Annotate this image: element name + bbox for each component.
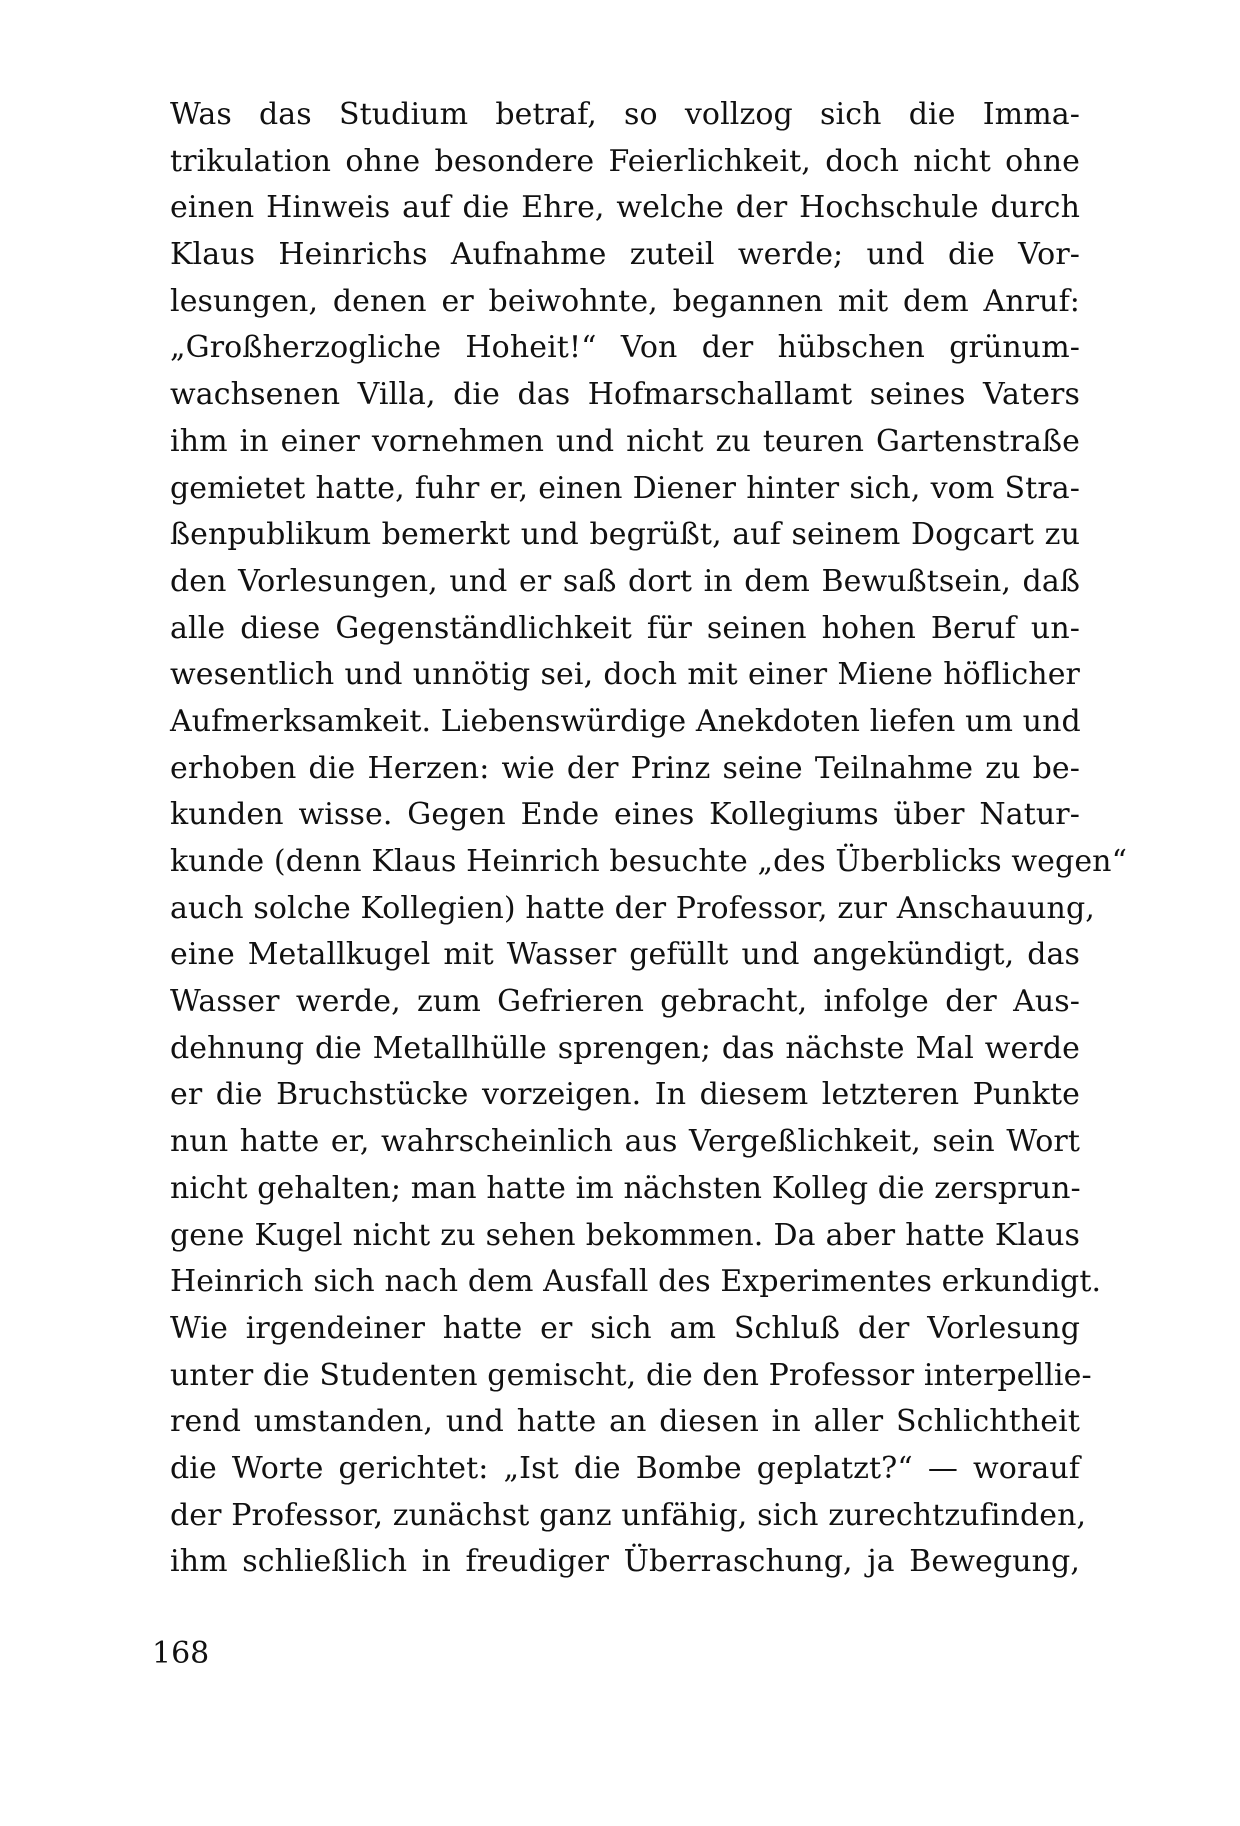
text-line: einen Hinweis auf die Ehre, welche der Hochschule durch <box>170 190 1080 226</box>
text-line: ihm schließlich in freudiger Überraschung, ja Bewegung, <box>170 1544 1080 1580</box>
text-line: nun hatte er, wahrscheinlich aus Vergeßlichkeit, sein Wort <box>170 1124 1080 1160</box>
text-line: „Großherzogliche Hoheit!“ Von der hübschen grünum- <box>170 330 1080 366</box>
text-line: rend umstanden, und hatte an diesen in aller Schlichtheit <box>170 1404 1080 1440</box>
text-line: erhoben die Herzen: wie der Prinz seine Teilnahme zu be- <box>170 750 1080 786</box>
text-line: die Worte gerichtet: „Ist die Bombe geplatzt?“ — worauf <box>170 1450 1080 1486</box>
text-line: ßenpublikum bemerkt und begrüßt, auf seinem Dogcart zu <box>170 517 1080 553</box>
text-line: auch solche Kollegien) hatte der Professor, zur Anschauung, <box>170 890 1095 926</box>
text-line: gene Kugel nicht zu sehen bekommen. Da aber hatte Klaus <box>170 1217 1080 1253</box>
text-line: lesungen, denen er beiwohnte, begannen mit dem Anruf: <box>170 283 1080 319</box>
text-line: gemietet hatte, fuhr er, einen Diener hinter sich, vom Stra- <box>170 470 1080 506</box>
text-line: Wie irgendeiner hatte er sich am Schluß der Vorlesung <box>170 1310 1080 1346</box>
text-line: Klaus Heinrichs Aufnahme zuteil werde; und die Vor- <box>170 237 1080 273</box>
text-line: unter die Studenten gemischt, die den Professor interpellie- <box>170 1357 1092 1393</box>
text-line: Aufmerksamkeit. Liebenswürdige Anekdoten liefen um und <box>170 703 1081 739</box>
text-line: der Professor, zunächst ganz unfähig, sich zurechtzufinden, <box>170 1497 1087 1533</box>
text-line: kunden wisse. Gegen Ende eines Kollegiums über Natur- <box>170 797 1080 833</box>
text-line: alle diese Gegenständlichkeit für seinen hohen Beruf un- <box>170 610 1080 646</box>
text-line: den Vorlesungen, und er saß dort in dem Bewußtsein, daß <box>170 563 1080 599</box>
text-line: Was das Studium betraf, so vollzog sich die Imma- <box>170 97 1080 132</box>
text-line: wesentlich und unnötig sei, doch mit einer Miene höflicher <box>170 657 1080 693</box>
page-number: 168 <box>152 1636 210 1671</box>
text-line: ihm in einer vornehmen und nicht zu teuren Gartenstraße <box>170 423 1080 459</box>
text-line: wachsenen Villa, die das Hofmarschallamt seines Vaters <box>170 377 1080 413</box>
text-line: kunde (denn Klaus Heinrich besuchte „des Überblicks wegen“ <box>170 844 1128 879</box>
text-line: trikulation ohne besondere Feierlichkeit, doch nicht ohne <box>170 143 1080 179</box>
text-line: dehnung die Metallhülle sprengen; das nächste Mal werde <box>170 1030 1080 1066</box>
text-line: Wasser werde, zum Gefrieren gebracht, infolge der Aus- <box>170 984 1080 1020</box>
text-line: Heinrich sich nach dem Ausfall des Experimentes erkundigt. <box>170 1264 1102 1300</box>
text-line: er die Bruchstücke vorzeigen. In diesem letzteren Punkte <box>170 1077 1080 1113</box>
body-text <box>170 92 1128 1586</box>
text-line: eine Metallkugel mit Wasser gefüllt und angekündigt, das <box>170 937 1080 973</box>
text-line: nicht gehalten; man hatte im nächsten Kolleg die zersprun- <box>170 1170 1081 1206</box>
